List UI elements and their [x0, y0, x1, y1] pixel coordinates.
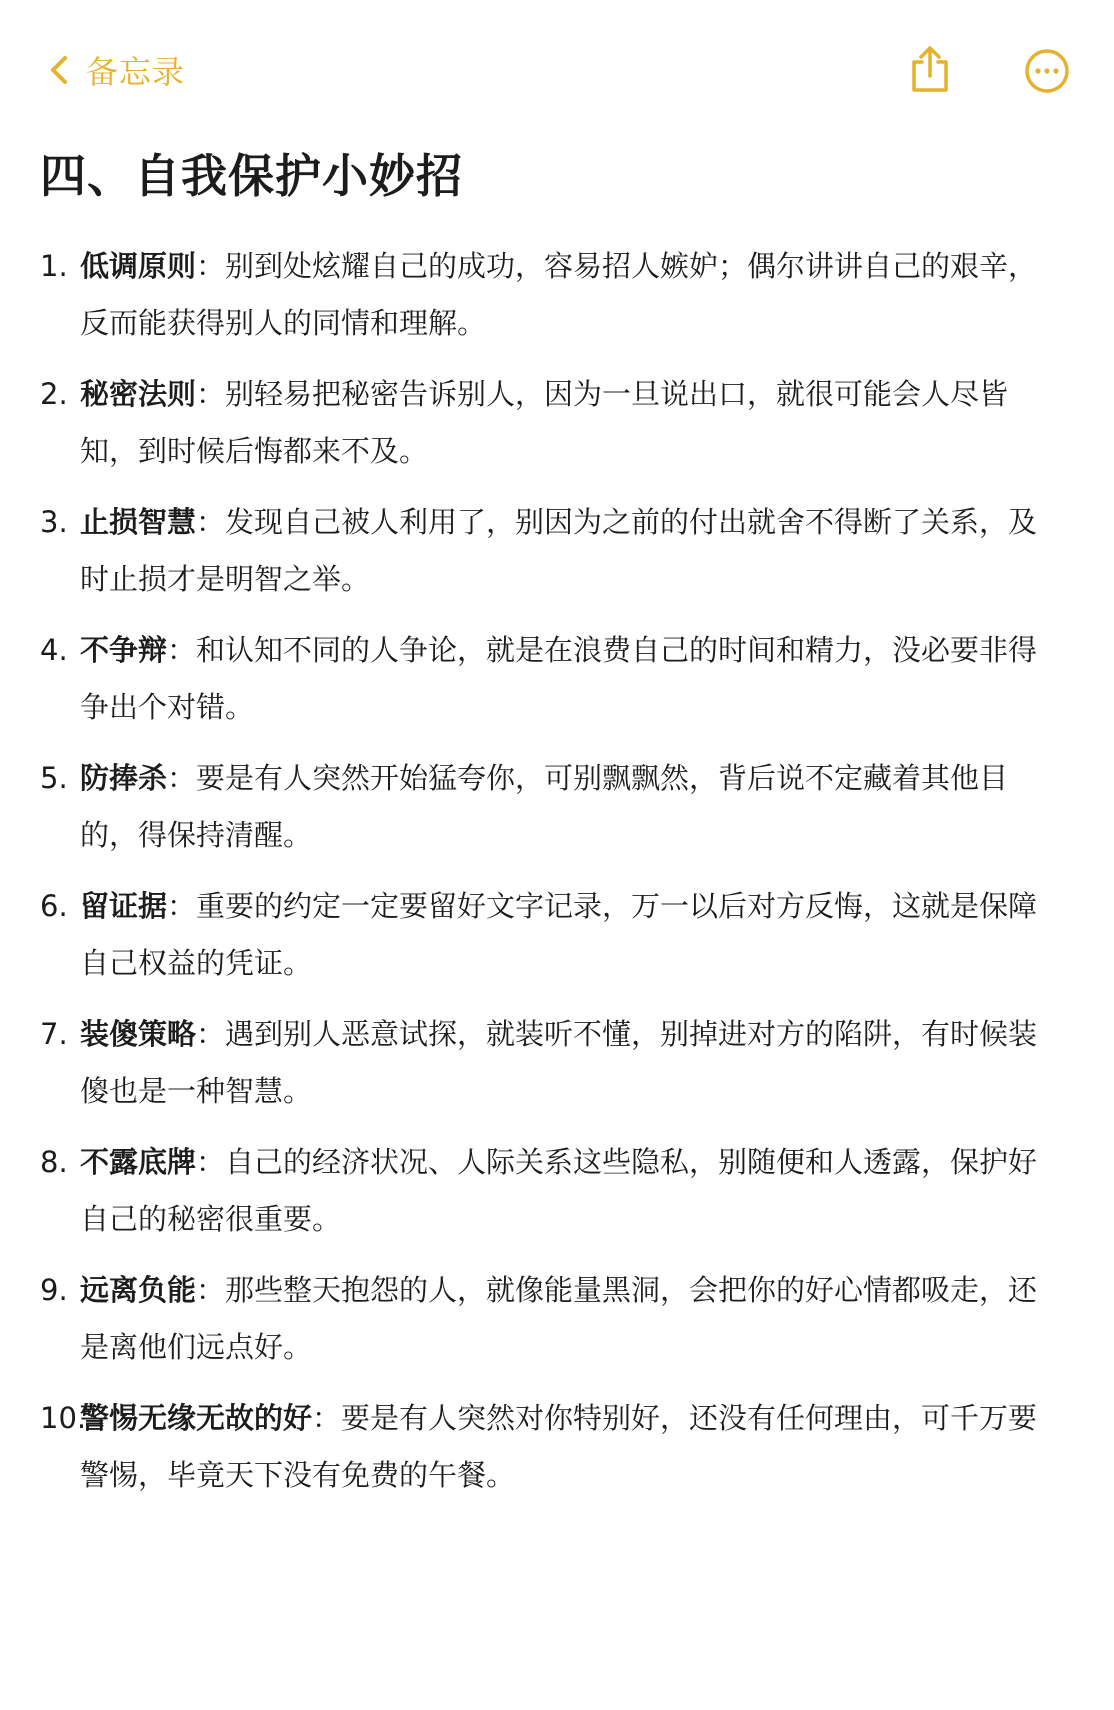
list-item: [0, 1134, 1114, 1262]
list-item-number: 4.: [40, 633, 68, 667]
list-item-content: [80, 622, 1065, 736]
list-item-separator: ：: [167, 889, 197, 923]
share-icon: [908, 44, 952, 94]
list-item-term: 装傻策略: [80, 1017, 197, 1051]
share-button[interactable]: [908, 44, 952, 94]
list-item-separator: ：: [196, 377, 226, 411]
list-item: [0, 1006, 1114, 1134]
list-item-separator: ：: [167, 761, 197, 795]
list-item-separator: ：: [312, 1401, 342, 1435]
list-item: [0, 878, 1114, 1006]
list-item-number: 10.: [40, 1401, 87, 1435]
list-item-text: 别轻易把秘密告诉别人，因为一旦说出口，就很可能会人尽皆知，到时候后悔都来不及。: [80, 377, 1009, 468]
note-title: 四、自我保护小妙招: [40, 149, 463, 203]
list-item-separator: ：: [196, 1145, 226, 1179]
list-item-separator: ：: [167, 633, 197, 667]
list-item-content: [80, 1262, 1065, 1376]
list-item-content: [80, 1134, 1065, 1248]
list-item-content: [80, 878, 1065, 992]
note-list: [0, 238, 1114, 1518]
list-item-content: [80, 750, 1065, 864]
more-icon: [1024, 48, 1070, 94]
list-item-term: 留证据: [80, 889, 168, 923]
list-item: [0, 1390, 1114, 1518]
list-item-text: 别到处炫耀自己的成功，容易招人嫉妒；偶尔讲讲自己的艰辛，反而能获得别人的同情和理解。: [80, 249, 1038, 340]
list-item-separator: ：: [196, 1273, 226, 1307]
list-item: [0, 750, 1114, 878]
list-item-content: [80, 1390, 1065, 1504]
list-item: [0, 622, 1114, 750]
list-item-text: 重要的约定一定要留好文字记录，万一以后对方反悔，这就是保障自己权益的凭证。: [80, 889, 1038, 980]
list-item-content: [80, 494, 1065, 608]
list-item-number: 3.: [40, 505, 68, 539]
list-item-number: 5.: [40, 761, 68, 795]
list-item-content: [80, 238, 1065, 352]
list-item-term: 警惕无缘无故的好: [80, 1401, 313, 1435]
list-item-separator: ：: [196, 505, 226, 539]
list-item: [0, 238, 1114, 366]
list-item-text: 和认知不同的人争论，就是在浪费自己的时间和精力，没必要非得争出个对错。: [80, 633, 1038, 724]
list-item: [0, 366, 1114, 494]
list-item-term: 不露底牌: [80, 1145, 197, 1179]
chevron-left-icon: [50, 55, 68, 85]
back-label: 备忘录: [86, 53, 186, 91]
list-item-number: 6.: [40, 889, 68, 923]
list-item-term: 低调原则: [80, 249, 197, 283]
list-item: [0, 1262, 1114, 1390]
list-item-content: [80, 366, 1065, 480]
list-item-number: 7.: [40, 1017, 68, 1051]
list-item-term: 止损智慧: [80, 505, 197, 539]
list-item-content: [80, 1006, 1065, 1120]
list-item-term: 远离负能: [80, 1273, 197, 1307]
list-item-term: 不争辩: [80, 633, 168, 667]
list-item-text: 要是有人突然对你特别好，还没有任何理由，可千万要警惕，毕竟天下没有免费的午餐。: [80, 1401, 1038, 1492]
list-item-term: 防捧杀: [80, 761, 168, 795]
list-item-text: 那些整天抱怨的人，就像能量黑洞，会把你的好心情都吸走，还是离他们远点好。: [80, 1273, 1038, 1364]
list-item-number: 2.: [40, 377, 68, 411]
back-button[interactable]: [50, 48, 185, 92]
list-item-number: 1.: [40, 249, 68, 283]
list-item-text: 要是有人突然开始猛夸你，可别飘飘然，背后说不定藏着其他目的，得保持清醒。: [80, 761, 1009, 852]
list-item-text: 发现自己被人利用了，别因为之前的付出就舍不得断了关系，及时止损才是明智之举。: [80, 505, 1038, 596]
list-item-number: 8.: [40, 1145, 68, 1179]
list-item-separator: ：: [196, 1017, 226, 1051]
list-item-text: 自己的经济状况、人际关系这些隐私，别随便和人透露，保护好自己的秘密很重要。: [80, 1145, 1038, 1236]
list-item: [0, 494, 1114, 622]
list-item-number: 9.: [40, 1273, 68, 1307]
list-item-text: 遇到别人恶意试探，就装听不懂，别掉进对方的陷阱，有时候装傻也是一种智慧。: [80, 1017, 1038, 1108]
nav-bar: [0, 0, 1114, 130]
more-button[interactable]: [1024, 48, 1070, 94]
list-item-separator: ：: [196, 249, 226, 283]
list-item-term: 秘密法则: [80, 377, 197, 411]
